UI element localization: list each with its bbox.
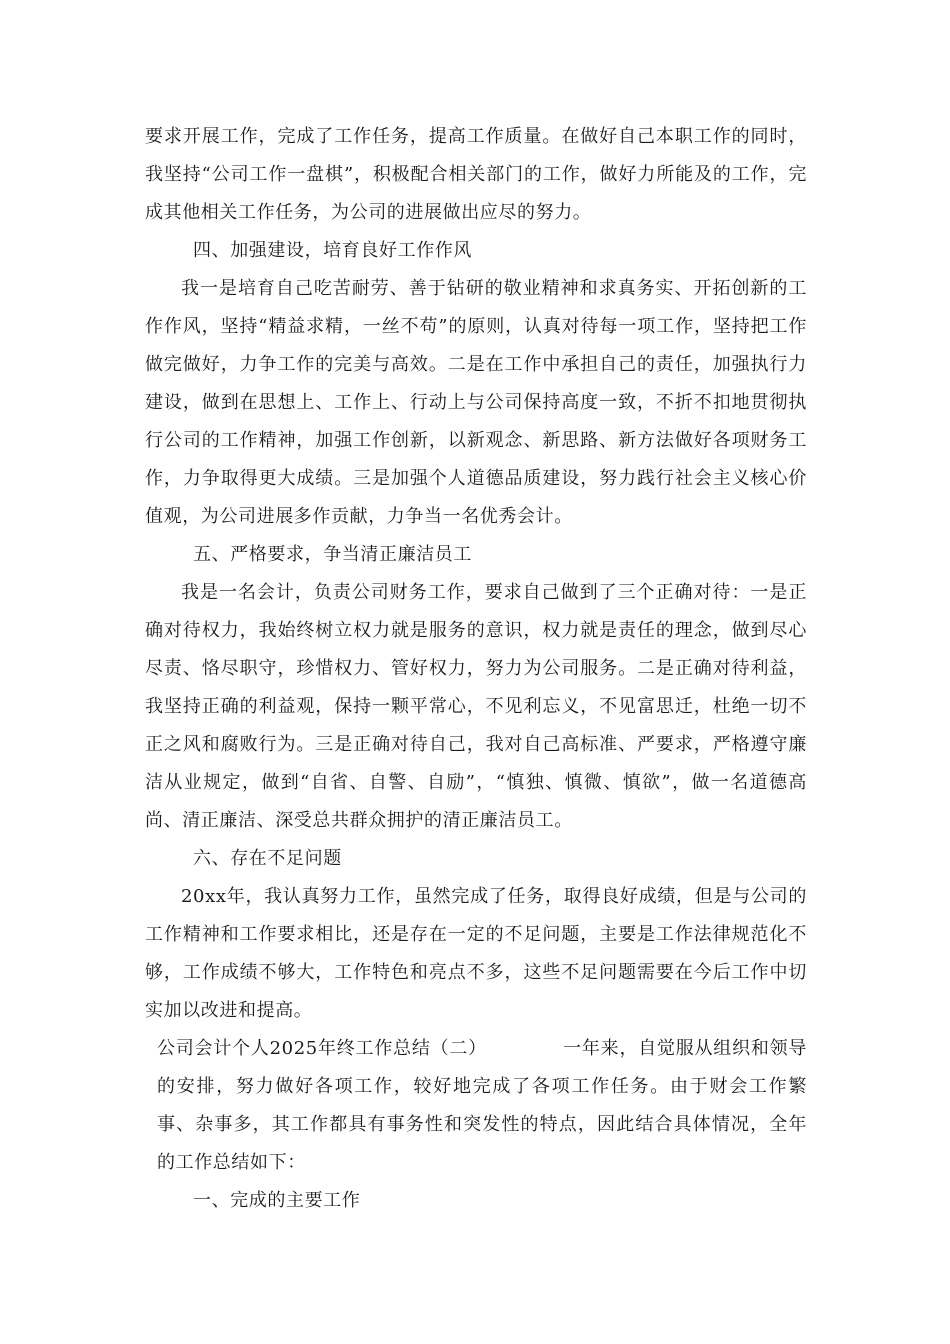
- document-page: [145, 118, 807, 1220]
- summary-part-two: [145, 1030, 807, 1182]
- paragraph-work-style: 我一是培育自己吃苦耐劳、善于钻研的敬业精神和求真务实、开拓创新的工作作风，坚持“精益求精，一丝不苟”的原则，认真对待每一项工作，坚持把工作做完做好，力争工作的完美与高效。二是在工作中承担自己的责任，加强执行力建设，做到在思想上、工作上、行动上与公司保持高度一致，不折不扣地贯彻执行公司的工作精神，加强工作创新，以新观念、新思路、新方法做好各项财务工作，力争取得更大成绩。三是加强个人道德品质建设，努力践行社会主义核心价值观，为公司进展多作贡献，力争当一名优秀会计。: [145, 278, 807, 527]
- heading-main-work: 一、完成的主要工作: [193, 1190, 361, 1211]
- heading-section-6: 六、存在不足问题: [193, 848, 342, 869]
- paragraph-integrity: 我是一名会计，负责公司财务工作，要求自己做到了三个正确对待：一是正确对待权力，我始终树立权力就是服务的意识，权力就是责任的理念，做到尽心尽责、恪尽职守，珍惜权力、管好权力，努力为公司服务。二是正确对待利益，我坚持正确的利益观，保持一颗平常心，不见利忘义，不见富思迁，杜绝一切不正之风和腐败行为。三是正确对待自己，我对自己高标准、严要求，严格遵守廉洁从业规定，做到“自省、自警、自励”，“慎独、慎微、慎欲”，做一名道德高尚、清正廉洁、深受总共群众拥护的清正廉洁员工。: [145, 582, 807, 831]
- paragraph-work-tasks: 要求开展工作，完成了工作任务，提高工作质量。在做好自己本职工作的同时，我坚持“公司工作一盘棋”，积极配合相关部门的工作，做好力所能及的工作，完成其他相关工作任务，为公司的进展做出应尽的努力。: [145, 126, 807, 223]
- heading-section-5: 五、严格要求，争当清正廉洁员工: [193, 544, 472, 565]
- paragraph-shortcomings: 20xx年，我认真努力工作，虽然完成了任务，取得良好成绩，但是与公司的工作精神和工作要求相比，还是存在一定的不足问题，主要是工作法律规范化不够，工作成绩不够大，工作特色和亮点不多，这些不足问题需要在今后工作中切实加以改进和提高。: [145, 886, 807, 1021]
- summary-part-two-intro: 一年来，自觉服从组织和领导的安排，努力做好各项工作，较好地完成了各项工作任务。由于财会工作繁事、杂事多，其工作都具有事务性和突发性的特点，因此结合具体情况，全年的工作总结如下：: [157, 1038, 807, 1173]
- summary-part-two-title: 公司会计个人2025年终工作总结（二）: [157, 1038, 487, 1059]
- heading-section-4: 四、加强建设，培育良好工作作风: [193, 240, 472, 261]
